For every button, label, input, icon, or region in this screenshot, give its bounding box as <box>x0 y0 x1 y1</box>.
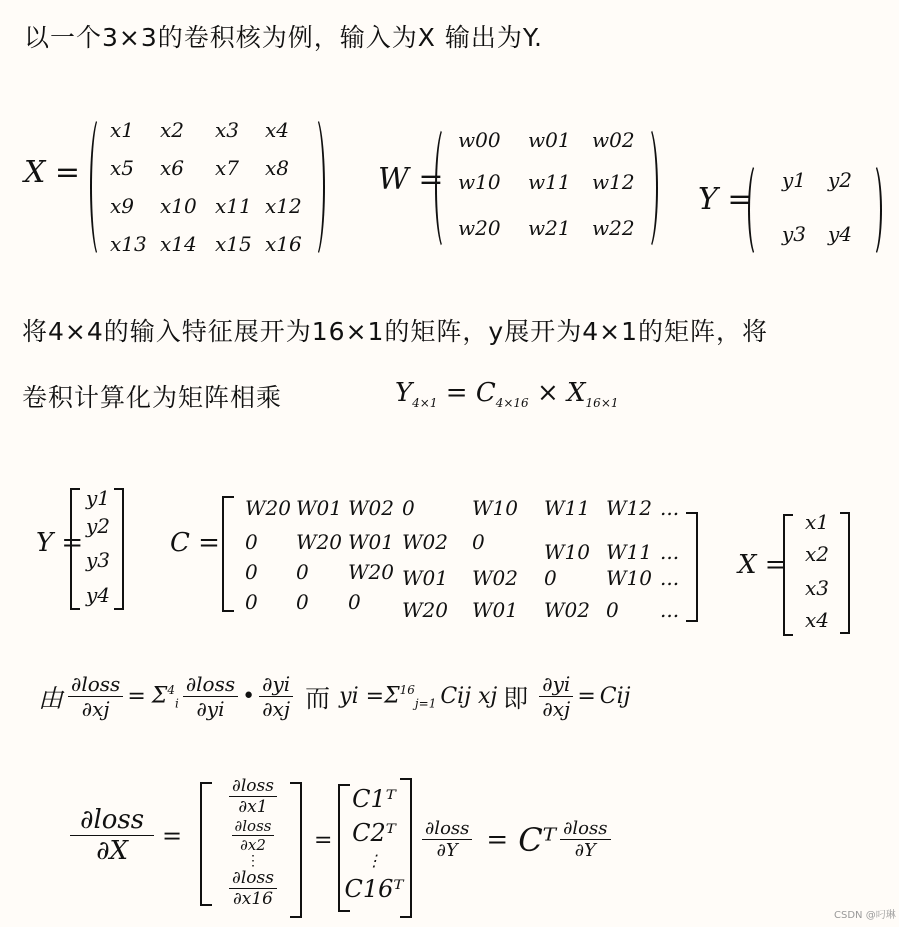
watermark: CSDN @叼琳 <box>834 910 896 921</box>
formula-x: X <box>567 378 586 408</box>
eq2-g-fraction <box>422 818 472 861</box>
formula-y-sub: 4×1 <box>412 396 438 411</box>
mc-cell: 0 <box>472 530 485 554</box>
eq1-f3-fraction <box>539 672 573 721</box>
mc-cell: W20 <box>402 598 449 622</box>
eq1-eq: = <box>127 684 146 709</box>
cy-cell: y3 <box>86 548 111 572</box>
mc-cell: W02 <box>348 496 395 520</box>
paragraph-line2: 卷积计算化为矩阵相乘 <box>22 383 283 412</box>
eq1-sum2 <box>384 683 436 711</box>
mx-cell: x12 <box>265 194 302 218</box>
matrix-c-right-bracket <box>686 512 698 622</box>
den: ∂xj <box>262 697 291 721</box>
my-cell: y2 <box>828 168 853 192</box>
mc-cell: ... <box>660 566 680 590</box>
mc-cell: W01 <box>402 566 449 590</box>
mc-cell: W10 <box>544 540 591 564</box>
eq2-eq-c: = <box>486 824 509 855</box>
mx-cell: x1 <box>110 118 135 142</box>
formula-times: × <box>536 378 559 408</box>
matrix-w-left-paren <box>435 125 455 251</box>
mw-cell: w10 <box>458 170 501 194</box>
vec-entry-2 <box>232 817 275 854</box>
sum-sup: 4 <box>167 682 175 697</box>
eq1-dot: • <box>242 684 256 709</box>
num: ∂loss <box>183 672 238 697</box>
mc-cell: W20 <box>296 530 343 554</box>
mc-cell: W01 <box>348 530 395 554</box>
cx-cell: x3 <box>805 576 830 600</box>
num: ∂loss <box>232 817 275 836</box>
my-cell: y1 <box>782 168 807 192</box>
mc-cell: W01 <box>296 496 343 520</box>
eq2-gradient-vector <box>218 776 288 909</box>
eq2-eq-b: = <box>314 828 333 853</box>
mw-cell: w02 <box>592 128 635 152</box>
mx-cell: x5 <box>110 156 135 180</box>
eq1-then: 即 <box>503 683 530 713</box>
matrix-product-formula <box>395 378 619 410</box>
mc-cell: W02 <box>472 566 519 590</box>
mc-cell: W20 <box>245 496 292 520</box>
mc-cell: ... <box>660 598 680 622</box>
matrix-y-label: Y = <box>698 182 753 217</box>
mc-cell: 0 <box>296 560 309 584</box>
mc-cell: 0 <box>245 560 258 584</box>
mw-cell: w01 <box>528 128 571 152</box>
mx-cell: x8 <box>265 156 290 180</box>
matrix-y-left-paren <box>748 162 766 258</box>
matrix-w-label: W = <box>378 162 444 197</box>
mx-cell: x14 <box>160 232 197 256</box>
sum-sup: 16 <box>399 682 415 697</box>
col-y-left-bracket <box>70 488 80 610</box>
eq1-and: 而 <box>305 683 332 713</box>
sum-sub: j=1 <box>414 696 437 711</box>
chain-rule-equation <box>38 672 630 721</box>
mc-cell: ... <box>660 496 680 520</box>
mc-cell: 0 <box>402 496 415 520</box>
cy-cell: y4 <box>86 583 111 607</box>
mc-cell: W12 <box>606 496 653 520</box>
intro-text: 以一个3×3的卷积核为例，输入为X 输出为Y. <box>24 23 543 52</box>
mc-cell: W10 <box>472 496 519 520</box>
vec-vdots: ⋮ <box>246 853 260 869</box>
matrix-x-right-paren <box>305 115 325 259</box>
ct-row-16: C16ᵀ <box>344 875 404 903</box>
eq1-eq2: = <box>577 684 596 709</box>
eq1-result: Cij <box>599 684 631 709</box>
num: ∂loss <box>560 818 610 840</box>
vec-entry-1 <box>229 776 277 817</box>
eq2-eq: = <box>162 822 183 850</box>
mc-cell: W02 <box>402 530 449 554</box>
eq2-lhs <box>70 805 154 866</box>
mc-cell: W01 <box>472 598 519 622</box>
den: ∂xj <box>542 697 571 721</box>
mx-cell: x16 <box>265 232 302 256</box>
mc-cell: W11 <box>544 496 591 520</box>
eq1-yi: yi = <box>339 684 385 709</box>
matrix-x-left-paren <box>90 115 110 259</box>
matrix-c-left-bracket <box>222 496 234 612</box>
num: ∂loss <box>422 818 472 840</box>
cx-cell: x4 <box>805 608 830 632</box>
eq2-lhs-fraction <box>66 805 158 866</box>
ct-row-2: C2ᵀ <box>352 819 396 847</box>
mx-cell: x13 <box>110 232 147 256</box>
eq2-result <box>418 818 615 861</box>
den: ∂Y <box>436 840 458 861</box>
mc-cell: W10 <box>606 566 653 590</box>
eq2-ct: Cᵀ <box>518 820 557 859</box>
eq1-prefix: 由 <box>38 683 65 713</box>
mx-cell: x9 <box>110 194 135 218</box>
num: ∂loss <box>229 868 277 889</box>
mx-cell: x4 <box>265 118 290 142</box>
den: ∂Y <box>574 840 596 861</box>
col-x-right-bracket <box>840 512 850 634</box>
eq2-vec-right-bracket <box>290 782 302 918</box>
mc-cell: W02 <box>544 598 591 622</box>
formula-y: Y <box>395 378 413 408</box>
mw-cell: w22 <box>592 216 635 240</box>
mc-cell: ... <box>660 540 680 564</box>
my-cell: y3 <box>782 222 807 246</box>
mw-cell: w21 <box>528 216 571 240</box>
eq2-vec-left-bracket <box>200 782 212 906</box>
mc-cell: W11 <box>606 540 653 564</box>
mx-cell: x15 <box>215 232 252 256</box>
mc-cell: 0 <box>245 590 258 614</box>
sum-sign: Σ <box>384 682 400 708</box>
ct-row-1: C1ᵀ <box>352 785 396 813</box>
num: ∂loss <box>68 672 123 697</box>
den: ∂xj <box>81 697 110 721</box>
sum-sign: Σ <box>151 682 168 708</box>
num: ∂loss <box>70 805 154 836</box>
mx-cell: x10 <box>160 194 197 218</box>
ct-vdots: ⋮ <box>366 851 382 870</box>
den: ∂X <box>96 836 129 866</box>
mw-cell: w20 <box>458 216 501 240</box>
mx-cell: x2 <box>160 118 185 142</box>
eq2-h-fraction <box>560 818 610 861</box>
formula-x-sub: 16×1 <box>585 396 619 411</box>
eq1-term: Cij xj <box>440 684 498 709</box>
col-y-right-bracket <box>114 488 124 610</box>
mc-cell: 0 <box>606 598 619 622</box>
my-cell: y4 <box>828 222 853 246</box>
cy-cell: y1 <box>86 486 111 510</box>
col-x-label: X = <box>738 550 787 580</box>
eq1-f2-fraction <box>259 672 293 721</box>
matrix-c-label: C = <box>170 528 220 558</box>
mw-cell: w12 <box>592 170 635 194</box>
den: ∂x16 <box>232 889 273 909</box>
mw-cell: w00 <box>458 128 501 152</box>
formula-eq: = <box>445 378 468 408</box>
num: ∂yi <box>259 672 293 697</box>
formula-c: C <box>475 378 496 408</box>
eq2-ct-column <box>344 782 404 906</box>
mx-cell: x11 <box>215 194 252 218</box>
matrix-w-right-paren <box>638 125 658 251</box>
eq1-sum1 <box>152 683 179 711</box>
mc-cell: 0 <box>245 530 258 554</box>
mw-cell: w11 <box>528 170 571 194</box>
eq1-lhs-fraction <box>68 672 123 721</box>
paragraph-line1: 将4×4的输入特征展开为16×1的矩阵，y展开为4×1的矩阵，将 <box>22 317 768 346</box>
den: ∂x2 <box>240 836 266 854</box>
den: ∂x1 <box>238 797 268 817</box>
cx-cell: x2 <box>805 542 830 566</box>
matrix-x-label: X = <box>24 155 81 190</box>
num: ∂loss <box>229 776 277 797</box>
eq1-f1-fraction <box>183 672 238 721</box>
mc-cell: W20 <box>348 560 395 584</box>
mx-cell: x7 <box>215 156 240 180</box>
sum-sub: i <box>174 696 179 711</box>
num: ∂yi <box>539 672 573 697</box>
cx-cell: x1 <box>805 510 830 534</box>
cy-cell: y2 <box>86 514 111 538</box>
mc-cell: 0 <box>544 566 557 590</box>
mc-cell: 0 <box>348 590 361 614</box>
col-y-label: Y = <box>36 528 84 558</box>
den: ∂yi <box>196 697 225 721</box>
formula-c-sub: 4×16 <box>495 396 529 411</box>
vec-entry-16 <box>229 868 277 909</box>
mx-cell: x6 <box>160 156 185 180</box>
col-x-left-bracket <box>783 514 793 636</box>
mc-cell: 0 <box>296 590 309 614</box>
mx-cell: x3 <box>215 118 240 142</box>
matrix-y-right-paren <box>864 162 882 258</box>
